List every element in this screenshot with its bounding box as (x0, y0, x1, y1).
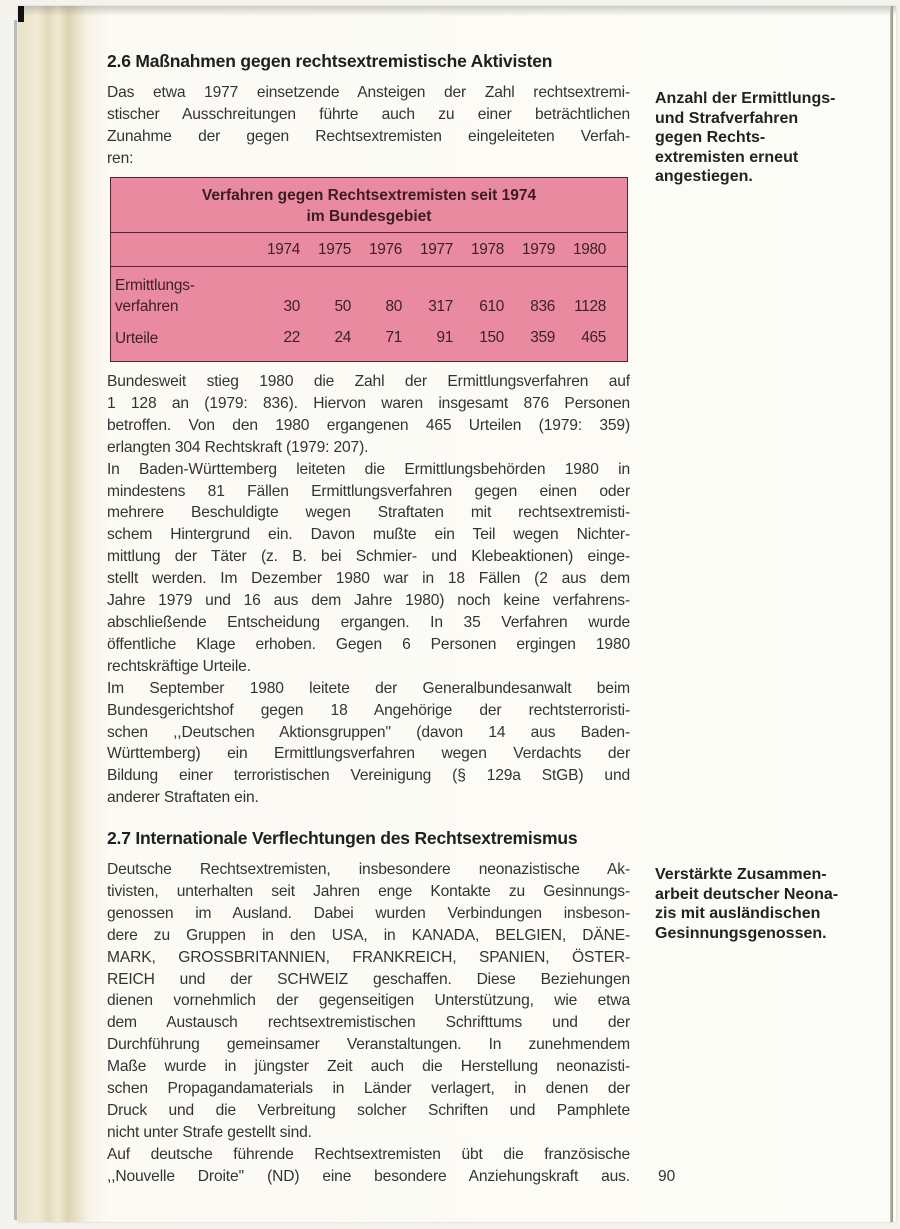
table-cell: 91 (436, 329, 453, 346)
margin-note-line: Anzahl der Ermittlungs- (655, 90, 836, 107)
row-label (115, 275, 195, 317)
year-header: 1976 (368, 241, 402, 258)
margin-note-line: zis mit ausländischen (655, 905, 821, 922)
text-line: ren: (107, 149, 134, 167)
text-line: Bundesgerichtshof gegen 18 Angehörige der rechtsterroristi- (107, 701, 630, 719)
table-title-line: Verfahren gegen Rechtsextremisten seit 1974 (201, 187, 537, 204)
text-line: betroffen. Von den 1980 ergangenen 465 Urteilen (1979: 359) (107, 416, 630, 434)
text-line: Württemberg) ein Ermittlungsverfahren wegen Verdachts der (107, 745, 630, 763)
text-line: schen ,,Deutschen Aktionsgruppen'' (davon 14 aus Baden- (107, 723, 630, 741)
table-cell: 50 (334, 298, 351, 315)
text-line: REICH und der SCHWEIZ geschaffen. Diese Beziehungen (107, 970, 630, 988)
text-line: Im September 1980 leitete der Generalbundesanwalt beim (107, 679, 630, 697)
table-cell: 24 (334, 329, 351, 346)
text-line: Maße wurde in jüngster Zeit auch die Herstellung neonazisti- (107, 1058, 630, 1076)
text-line: Bildung einer terroristischen Vereinigung (§ 129a StGB) und (107, 767, 630, 785)
table-cell: 317 (428, 298, 453, 315)
text-line: anderer Straftaten ein. (107, 789, 259, 807)
year-header: 1975 (317, 241, 351, 258)
year-header: 1979 (521, 241, 555, 258)
year-header: 1977 (419, 241, 453, 258)
table-cell: 1128 (574, 298, 606, 315)
text-line: dienen vornehmlich der gegenseitigen Unterstützung, wie etwa (107, 992, 630, 1010)
section-2-6-heading: 2.6 Maßnahmen gegen rechtsextremistische Aktivisten (107, 51, 553, 71)
table-cell: 71 (385, 329, 402, 346)
section-2-6-body (107, 371, 630, 809)
margin-note-line: und Strafverfahren (655, 109, 799, 127)
text-line: tivisten, unterhalten seit Jahren enge Kontakte zu Gesinnungs- (107, 882, 630, 900)
margin-note-cooperation (655, 865, 880, 943)
table-cell: 80 (385, 298, 402, 315)
text-line: schem Hintergrund ein. Davon mußte ein Teil wegen Nichter- (107, 526, 630, 544)
table-title-line: im Bundesgebiet (306, 208, 432, 225)
table-header-row (111, 233, 627, 267)
margin-note-line: Verstärkte Zusammen- (655, 866, 827, 883)
text-line: Durchführung gemeinsamer Veranstaltungen. In zunehmendem (107, 1036, 630, 1054)
table-cell: 465 (581, 329, 606, 346)
text-line: Deutsche Rechtsextremisten, insbesondere neonazistische Ak- (107, 861, 630, 878)
table-title (111, 178, 627, 233)
text-line: 1 128 an (1979: 836). Hiervon waren insgesamt 876 Personen (107, 394, 630, 412)
page-number: 90 (658, 1168, 676, 1185)
text-line: stischer Ausschreitungen führte auch zu einer beträchtlichen (107, 105, 630, 123)
text-line: schen Propagandamaterials in Länder verlagert, in denen der (107, 1080, 630, 1098)
section-2-7-heading: 2.7 Internationale Verflechtungen des Rechtsextremismus (107, 828, 578, 848)
margin-note-line: Gesinnungsgenossen. (655, 924, 827, 942)
text-line: genossen im Ausland. Dabei wurden Verbindungen insbeson- (107, 904, 630, 922)
section-2-7-body (107, 859, 630, 1188)
text-line: nicht unter Strafe gestellt sind. (107, 1123, 312, 1141)
text-line: ,,Nouvelle Droite'' (ND) eine besondere Anziehungskraft aus. (107, 1167, 630, 1185)
text-line: dem Austausch rechtsextremistischen Schrifttums und der (107, 1014, 630, 1032)
text-line: Druck und die Verbreitung solcher Schriften und Pamphlete (107, 1101, 630, 1119)
year-header: 1980 (572, 241, 606, 258)
text-line: Auf deutsche führende Rechtsextremisten übt die französische (107, 1145, 630, 1163)
text-line: mittlung der Täter (z. B. bei Schmier- und Klebeaktionen) einge- (107, 548, 630, 566)
page-right-edge (890, 6, 893, 1222)
text-line: mindestens 81 Fällen Ermittlungsverfahren gegen einen oder (107, 482, 630, 500)
text-line: Bundesweit stieg 1980 die Zahl der Ermittlungsverfahren auf (107, 373, 630, 390)
text-line: öffentliche Klage erhoben. Gegen 6 Personen ergingen 1980 (107, 635, 630, 653)
table-cell: 359 (530, 329, 555, 346)
margin-note-line: arbeit deutscher Neona- (655, 885, 839, 903)
year-header: 1978 (470, 241, 504, 258)
page-top-shadow (18, 6, 896, 16)
page-left-edge (14, 20, 17, 1220)
text-line: abschließende Entscheidung ergangen. In 35 Verfahren wurde (107, 613, 630, 631)
margin-note-procedures (655, 89, 880, 187)
table-cell: 150 (479, 329, 504, 346)
text-line: Jahre 1979 und 16 aus dem Jahre 1980) noch keine verfahrens- (107, 592, 630, 610)
margin-note-line: angestiegen. (655, 168, 753, 185)
text-line: Das etwa 1977 einsetzende Ansteigen der Zahl rechtsextremi- (107, 84, 630, 101)
text-line: mehrere Beschuldigte wegen Straftaten mit rechtsextremisti- (107, 504, 630, 522)
text-line: stellt werden. Im Dezember 1980 war in 18 Fällen (2 aus dem (107, 570, 630, 588)
text-line: Zunahme der gegen Rechtsextremisten eingeleiteten Verfah- (107, 127, 630, 145)
row-label-line: Ermittlungs- (115, 277, 195, 294)
text-line: erlangten 304 Rechtskraft (1979: 207). (107, 438, 369, 456)
table-cell: 610 (479, 298, 504, 315)
text-line: MARK, GROSSBRITANNIEN, FRANKREICH, SPANIEN, ÖSTER- (107, 948, 630, 966)
row-label-line: verfahren (115, 298, 179, 315)
margin-note-line: gegen Rechts- (655, 129, 766, 146)
row-label: Urteile (115, 330, 159, 347)
table-cell: 836 (530, 298, 555, 315)
text-line: rechtskräftige Urteile. (107, 657, 251, 675)
section-2-6-intro (107, 82, 630, 170)
year-header: 1974 (266, 241, 300, 258)
text-line: In Baden-Württemberg leiteten die Ermittlungsbehörden 1980 in (107, 460, 630, 478)
text-line: dere zu Gruppen in den USA, in KANADA, BELGIEN, DÄNE- (107, 926, 630, 944)
corner-mark (18, 6, 24, 22)
procedures-table (110, 177, 628, 362)
table-cell: 30 (283, 298, 300, 315)
margin-note-line: extremisten erneut (655, 148, 799, 166)
table-cell: 22 (283, 329, 300, 346)
